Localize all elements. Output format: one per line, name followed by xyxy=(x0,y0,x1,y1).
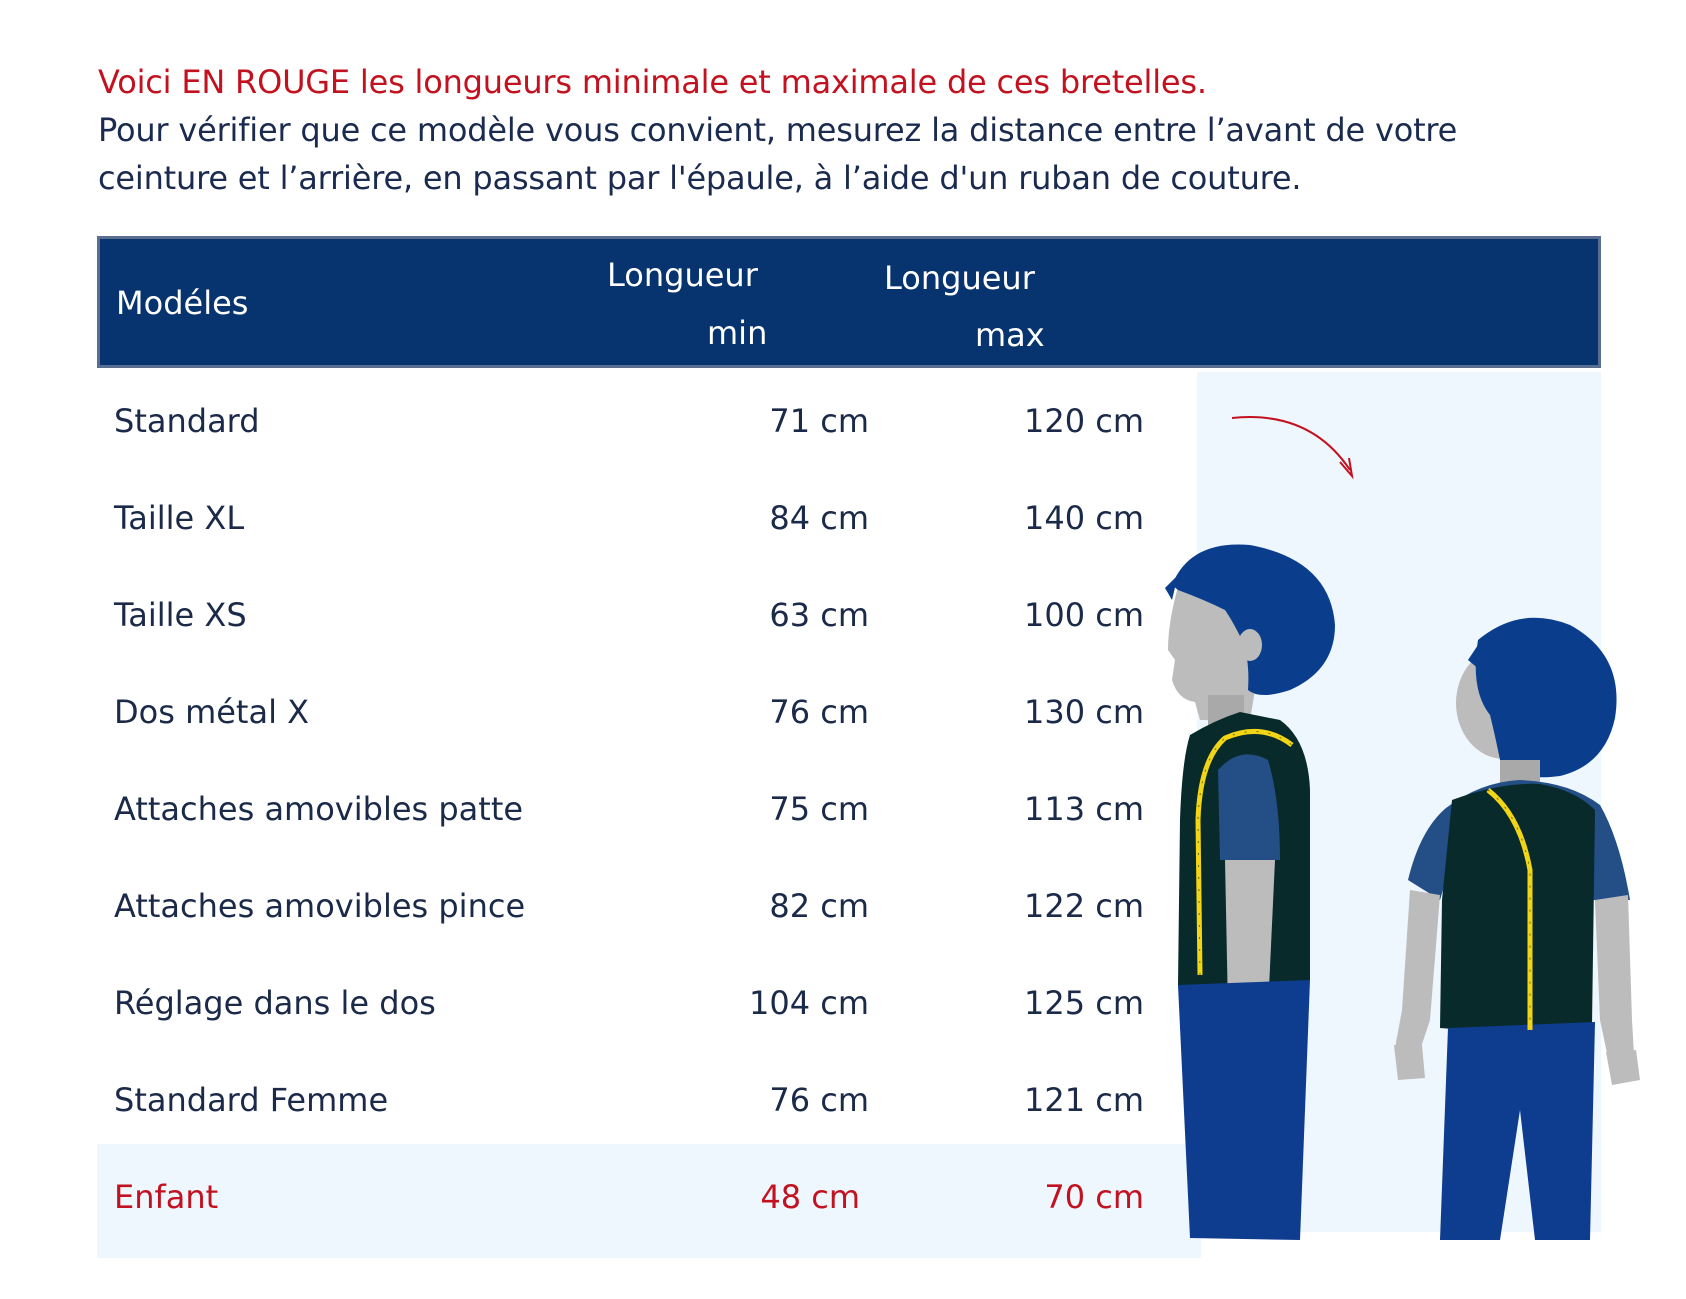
row-model: Taille XL xyxy=(114,499,245,537)
row-min: 71 cm xyxy=(769,402,869,440)
row-model: Taille XS xyxy=(114,596,247,634)
row-min: 84 cm xyxy=(769,499,869,537)
row-min: 82 cm xyxy=(769,887,869,925)
row-min: 76 cm xyxy=(769,1081,869,1119)
header-max-line2: max xyxy=(975,316,1045,354)
header-min-line2: min xyxy=(707,314,768,352)
header-models: Modéles xyxy=(116,284,249,322)
row-model: Dos métal X xyxy=(114,693,310,731)
intro-red-line: Voici EN ROUGE les longueurs minimale et maximale de ces bretelles. xyxy=(98,63,1207,101)
row-model: Réglage dans le dos xyxy=(114,984,436,1022)
intro-line-3: ceinture et l’arrière, en passant par l'épaule, à l’aide d'un ruban de couture. xyxy=(98,159,1302,197)
row-min: 76 cm xyxy=(769,693,869,731)
row-model: Attaches amovibles pince xyxy=(114,887,526,925)
row-max: 125 cm xyxy=(1023,984,1144,1022)
illustration-panel xyxy=(1197,372,1601,1232)
row-max: 113 cm xyxy=(1023,790,1144,828)
row-max: 70 cm xyxy=(1044,1178,1144,1216)
table-row xyxy=(97,664,1197,761)
table-header xyxy=(97,236,1601,368)
intro-text xyxy=(98,58,1598,202)
row-max: 140 cm xyxy=(1023,499,1144,537)
table-row xyxy=(97,955,1197,1052)
row-min: 48 cm xyxy=(760,1178,860,1216)
row-max: 122 cm xyxy=(1023,887,1144,925)
row-max: 100 cm xyxy=(1023,596,1144,634)
table-row xyxy=(97,858,1197,955)
table-row xyxy=(97,470,1197,567)
row-model: Enfant xyxy=(114,1178,219,1216)
intro-line-2: Pour vérifier que ce modèle vous convient, mesurez la distance entre l’avant de votre xyxy=(98,111,1458,149)
header-min-line1: Longueur xyxy=(607,256,758,294)
row-max: 121 cm xyxy=(1023,1081,1144,1119)
row-max: 120 cm xyxy=(1023,402,1144,440)
table-row xyxy=(97,373,1197,470)
table-row-highlight xyxy=(97,1149,1197,1246)
row-model: Standard Femme xyxy=(114,1081,389,1119)
row-min: 104 cm xyxy=(748,984,869,1022)
row-model: Attaches amovibles patte xyxy=(114,790,524,828)
table-row xyxy=(97,567,1197,664)
row-min: 75 cm xyxy=(769,790,869,828)
header-max-line1: Longueur xyxy=(884,259,1035,297)
table-row xyxy=(97,1052,1197,1149)
table-row xyxy=(97,761,1197,858)
row-model: Standard xyxy=(114,402,260,440)
row-max: 130 cm xyxy=(1023,693,1144,731)
row-min: 63 cm xyxy=(769,596,869,634)
